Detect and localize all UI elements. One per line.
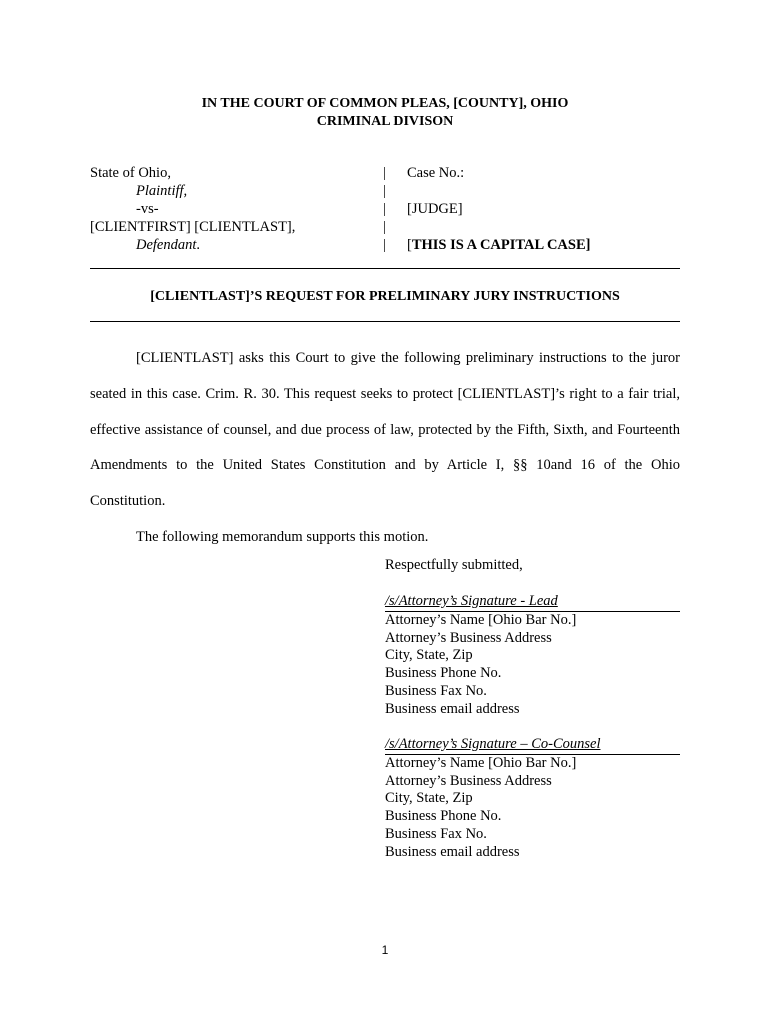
title-divider [90,321,680,322]
court-heading [90,95,680,131]
defendant-role-period: . [196,237,201,253]
page-number: 1 [381,943,389,957]
defendant-name: [CLIENTFIRST] [CLIENTLAST], [90,219,296,235]
attorney-fax: Business Fax No. [385,825,487,842]
motion-title: [CLIENTLAST]’S REQUEST FOR PRELIMINARY JURY INSTRUCTIONS [150,289,620,304]
attorney-name: Attorney’s Name [Ohio Bar No.] [385,611,577,628]
defendant-role-line [136,237,200,255]
attorney-city: City, State, Zip [385,647,473,664]
defendant-role: Defendant [136,237,197,253]
caption-divider [90,268,680,269]
signature-block-lead [385,593,680,719]
caption-separator: | [383,165,386,181]
caption-separator: | [383,201,386,217]
attorney-fax: Business Fax No. [385,682,487,699]
capital-case-text: THIS IS A CAPITAL CASE] [411,237,591,253]
attorney-email: Business email address [385,700,520,717]
capital-bracket: [ [407,237,412,253]
attorney-address: Attorney’s Business Address [385,629,552,646]
closing-phrase: Respectfully submitted, [385,557,523,573]
signature-line: /s/Attorney’s Signature - Lead [385,593,680,612]
case-number-label: Case No.: [407,165,465,181]
court-line: IN THE COURT OF COMMON PLEAS, [COUNTY], OHIO [201,96,569,111]
plaintiff-name: State of Ohio, [90,165,171,181]
attorney-phone: Business Phone No. [385,808,502,825]
body-paragraph: [CLIENTLAST] asks this Court to give the following preliminary instructions to the juror seated in this case. Crim. R. 30. This request seeks to protect [CLIENTLAST]’s right to a fair trial, effective assistance of counsel, and due process of law, protected by the Fifth, Sixth, and Fourteenth Amendments to the United States Constitution and by Article I, §§ 10and 16 of the Ohio Constitution. [90,350,680,510]
body-paragraph: The following memorandum supports this motion. [136,528,429,545]
caption-separator: | [383,219,386,235]
attorney-city: City, State, Zip [385,790,473,807]
attorney-address: Attorney’s Business Address [385,772,552,789]
attorney-phone: Business Phone No. [385,665,502,682]
motion-body [90,341,680,556]
attorney-email: Business email address [385,843,520,860]
capital-case-notice [407,237,590,255]
plaintiff-role: Plaintiff, [136,183,188,199]
signature-line: /s/Attorney’s Signature – Co-Counsel [385,736,680,755]
caption-separator: | [383,237,386,253]
attorney-name: Attorney’s Name [Ohio Bar No.] [385,754,577,771]
judge-placeholder: [JUDGE] [407,201,463,217]
caption-separator: | [383,183,386,199]
division-line: CRIMINAL DIVISON [316,114,454,129]
versus-label: -vs- [136,201,159,217]
signature-block-cocounsel [385,736,680,862]
